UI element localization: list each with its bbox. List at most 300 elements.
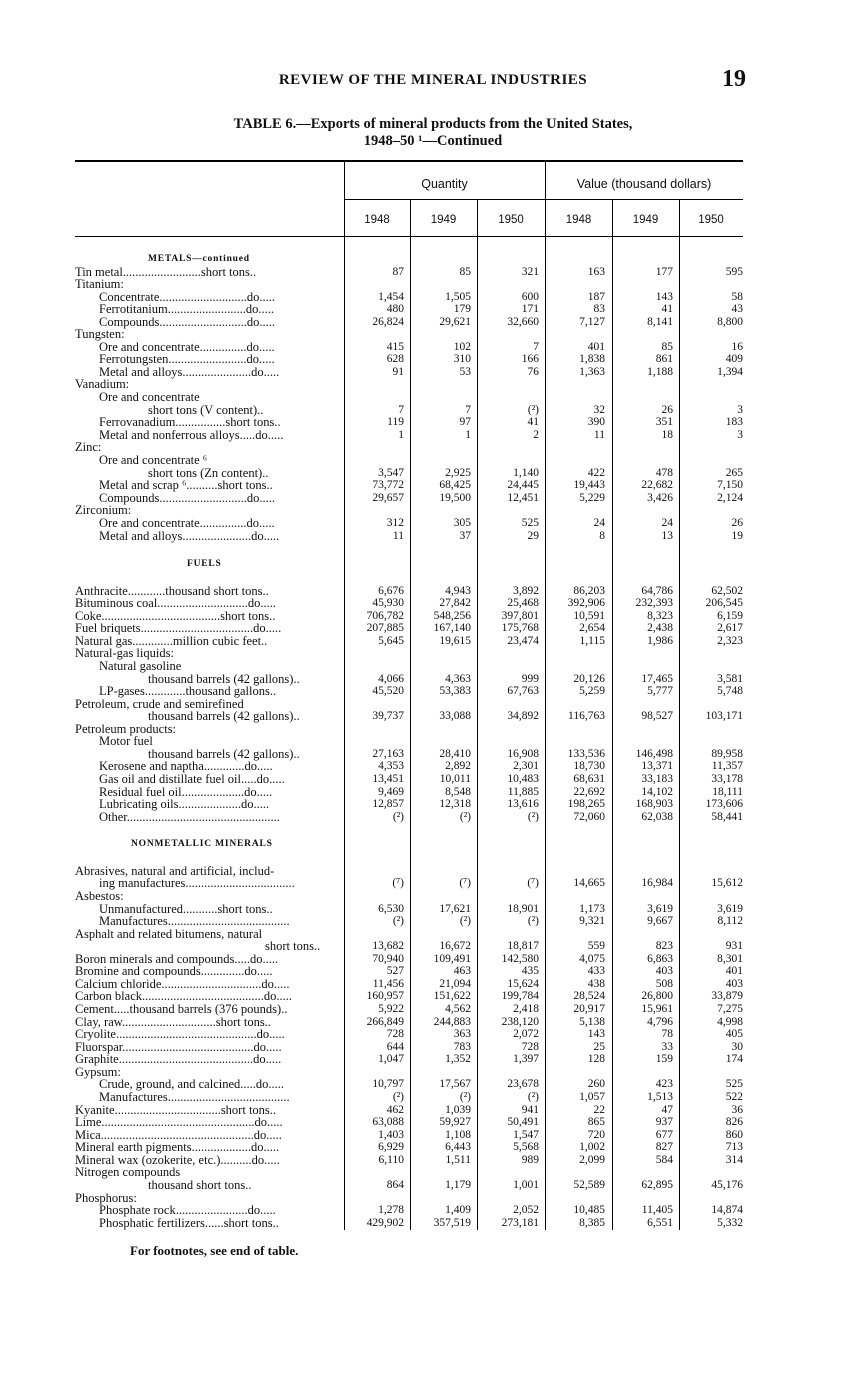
footnote-reference: For footnotes, see end of table. bbox=[130, 1243, 299, 1258]
cell-value: 559 bbox=[587, 940, 605, 952]
cell-value: 525 bbox=[521, 517, 539, 529]
cell-value: 2,301 bbox=[513, 760, 539, 772]
table-title-line1: TABLE 6.—Exports of mineral products from the United States, bbox=[233, 116, 633, 132]
cell-value: 1,115 bbox=[579, 635, 605, 647]
cell-value: 10,485 bbox=[573, 1204, 605, 1216]
row-label: Fuel briquets....................................do..... bbox=[75, 621, 282, 635]
row-label: Compounds............................do..... bbox=[99, 491, 276, 505]
year-header-v1948: 1948 bbox=[565, 214, 592, 226]
row-label: Concentrate............................do..... bbox=[99, 290, 276, 304]
cell-value: 26,824 bbox=[372, 316, 404, 328]
cell-value: 6,110 bbox=[378, 1154, 404, 1166]
cell-value: 14,102 bbox=[641, 786, 673, 798]
cell-value: 508 bbox=[655, 978, 673, 990]
cell-value: 133,536 bbox=[567, 748, 605, 760]
cell-value: 28,524 bbox=[573, 990, 605, 1002]
cell-value: (²) bbox=[392, 811, 404, 823]
cell-value: 68,631 bbox=[573, 773, 605, 785]
cell-value: 931 bbox=[725, 940, 743, 952]
row-label: thousand barrels (42 gallons).. bbox=[148, 747, 300, 761]
table-row bbox=[0, 1217, 866, 1230]
cell-value: 87 bbox=[392, 266, 404, 278]
cell-value: 548,256 bbox=[433, 610, 471, 622]
row-label: Coke......................................short tons.. bbox=[75, 609, 276, 623]
cell-value: 1,140 bbox=[513, 467, 539, 479]
cell-value: 17,465 bbox=[641, 673, 673, 685]
cell-value: 98,527 bbox=[641, 710, 673, 722]
cell-value: 397,801 bbox=[501, 610, 539, 622]
row-label: short tons (Zn content).. bbox=[148, 466, 269, 480]
cell-value: 525 bbox=[725, 1078, 743, 1090]
row-label: Natural gas.............million cubic feet.. bbox=[75, 634, 268, 648]
cell-value: 109,491 bbox=[433, 953, 471, 965]
cell-value: 24 bbox=[661, 517, 673, 529]
row-label: ing manufactures................................... bbox=[99, 876, 295, 890]
cell-value: (²) bbox=[459, 811, 471, 823]
cell-value: 1,039 bbox=[445, 1104, 471, 1116]
row-label: Tin metal.........................short tons.. bbox=[75, 265, 257, 279]
cell-value: 160,957 bbox=[366, 990, 404, 1002]
cell-value: 1,513 bbox=[647, 1091, 673, 1103]
cell-value: 3 bbox=[737, 429, 743, 441]
row-label: Phosphorus: bbox=[75, 1191, 137, 1205]
cell-value: 8 bbox=[599, 530, 605, 542]
row-label: Kyanite..................................short tons.. bbox=[75, 1103, 277, 1117]
section-heading: FUELS bbox=[187, 559, 222, 569]
cell-value: 43 bbox=[731, 303, 743, 315]
cell-value: 8,385 bbox=[579, 1217, 605, 1229]
cell-value: 363 bbox=[453, 1028, 471, 1040]
cell-value: 33,183 bbox=[641, 773, 673, 785]
cell-value: 4,075 bbox=[579, 953, 605, 965]
cell-value: 19,443 bbox=[573, 479, 605, 491]
cell-value: 401 bbox=[725, 965, 743, 977]
cell-value: 36 bbox=[731, 1104, 743, 1116]
cell-value: 32,660 bbox=[507, 316, 539, 328]
cell-value: 999 bbox=[521, 673, 539, 685]
cell-value: 422 bbox=[587, 467, 605, 479]
table-row bbox=[0, 877, 866, 890]
cell-value: 5,138 bbox=[579, 1016, 605, 1028]
cell-value: 207,885 bbox=[366, 622, 404, 634]
cell-value: 1 bbox=[398, 429, 404, 441]
row-label: Carbon black.......................................do..... bbox=[75, 989, 292, 1003]
cell-value: 26 bbox=[661, 404, 673, 416]
row-label: Clay, raw..............................short tons.. bbox=[75, 1015, 271, 1029]
cell-value: 23,474 bbox=[507, 635, 539, 647]
cell-value: 28,410 bbox=[439, 748, 471, 760]
cell-value: 76 bbox=[527, 366, 539, 378]
cell-value: 9,469 bbox=[378, 786, 404, 798]
cell-value: 16,908 bbox=[507, 748, 539, 760]
cell-value: 2,072 bbox=[513, 1028, 539, 1040]
cell-value: 14,874 bbox=[711, 1204, 743, 1216]
year-header-v1949: 1949 bbox=[632, 214, 659, 226]
cell-value: 62,502 bbox=[711, 585, 743, 597]
cell-value: 5,645 bbox=[378, 635, 404, 647]
cell-value: 11 bbox=[392, 530, 404, 542]
cell-value: 18,111 bbox=[712, 786, 743, 798]
cell-value: 2,418 bbox=[513, 1003, 539, 1015]
row-label: Ferrotitanium.........................do..... bbox=[99, 302, 274, 316]
cell-value: 102 bbox=[453, 341, 471, 353]
cell-value: 20,917 bbox=[573, 1003, 605, 1015]
row-label: Anthracite............thousand short tons.. bbox=[75, 584, 269, 598]
cell-value: 3 bbox=[737, 404, 743, 416]
cell-value: 1,409 bbox=[445, 1204, 471, 1216]
cell-value: 174 bbox=[725, 1053, 743, 1065]
cell-value: 321 bbox=[521, 266, 539, 278]
cell-value: 146,498 bbox=[635, 748, 673, 760]
cell-value: 198,265 bbox=[567, 798, 605, 810]
cell-value: 8,112 bbox=[717, 915, 743, 927]
row-label: Lubricating oils....................do..... bbox=[99, 797, 270, 811]
row-label: Metal and alloys......................do..... bbox=[99, 529, 280, 543]
cell-value: 273,181 bbox=[501, 1217, 539, 1229]
section-heading: METALS—continued bbox=[148, 254, 250, 264]
cell-value: 1,188 bbox=[647, 366, 673, 378]
cell-value: 13,682 bbox=[372, 940, 404, 952]
cell-value: 3,892 bbox=[513, 585, 539, 597]
cell-value: 34,892 bbox=[507, 710, 539, 722]
cell-value: 480 bbox=[386, 303, 404, 315]
cell-value: 12,318 bbox=[439, 798, 471, 810]
row-label: Petroleum, crude and semirefined bbox=[75, 697, 244, 711]
cell-value: (²) bbox=[459, 1091, 471, 1103]
cell-value: 58 bbox=[731, 291, 743, 303]
cell-value: 206,545 bbox=[705, 597, 743, 609]
row-label: Motor fuel bbox=[99, 734, 153, 748]
cell-value: 119 bbox=[387, 416, 404, 428]
row-label: Ore and concentrate...............do..... bbox=[99, 340, 275, 354]
cell-value: 4,363 bbox=[445, 673, 471, 685]
cell-value: 68,425 bbox=[439, 479, 471, 491]
cell-value: 10,591 bbox=[573, 610, 605, 622]
cell-value: 15,624 bbox=[507, 978, 539, 990]
cell-value: 5,922 bbox=[378, 1003, 404, 1015]
cell-value: 260 bbox=[587, 1078, 605, 1090]
cell-value: 4,998 bbox=[717, 1016, 743, 1028]
cell-value: (²) bbox=[527, 811, 539, 823]
cell-value: 720 bbox=[587, 1129, 605, 1141]
row-label: Asbestos: bbox=[75, 889, 124, 903]
cell-value: 827 bbox=[655, 1141, 673, 1153]
cell-value: 13,451 bbox=[372, 773, 404, 785]
cell-value: 823 bbox=[655, 940, 673, 952]
cell-value: 22,682 bbox=[641, 479, 673, 491]
cell-value: 677 bbox=[655, 1129, 673, 1141]
cell-value: 305 bbox=[453, 517, 471, 529]
cell-value: 2,438 bbox=[647, 622, 673, 634]
cell-value: (²) bbox=[527, 404, 539, 416]
cell-value: 392,906 bbox=[567, 597, 605, 609]
cell-value: 16,672 bbox=[439, 940, 471, 952]
cell-value: 29,621 bbox=[439, 316, 471, 328]
cell-value: 17,621 bbox=[439, 903, 471, 915]
cell-value: 6,676 bbox=[378, 585, 404, 597]
cell-value: 2,654 bbox=[579, 622, 605, 634]
cell-value: 59,927 bbox=[439, 1116, 471, 1128]
row-label: thousand barrels (42 gallons).. bbox=[148, 672, 300, 686]
row-label: Bituminous coal.............................do..... bbox=[75, 596, 277, 610]
cell-value: 37 bbox=[459, 530, 471, 542]
cell-value: 67,763 bbox=[507, 685, 539, 697]
cell-value: 860 bbox=[725, 1129, 743, 1141]
cell-value: 937 bbox=[655, 1116, 673, 1128]
cell-value: 266,849 bbox=[366, 1016, 404, 1028]
cell-value: 989 bbox=[521, 1154, 539, 1166]
cell-value: 312 bbox=[386, 517, 404, 529]
row-label: Natural gasoline bbox=[99, 659, 182, 673]
cell-value: 2,052 bbox=[513, 1204, 539, 1216]
cell-value: 15,612 bbox=[711, 877, 743, 889]
cell-value: 18,817 bbox=[507, 940, 539, 952]
row-label: Cement.....thousand barrels (376 pounds).. bbox=[75, 1002, 288, 1016]
cell-value: 7,127 bbox=[579, 316, 605, 328]
cell-value: 143 bbox=[655, 291, 673, 303]
cell-value: 171 bbox=[521, 303, 539, 315]
cell-value: 50,491 bbox=[507, 1116, 539, 1128]
cell-value: 62,895 bbox=[641, 1179, 673, 1191]
cell-value: (⁷) bbox=[527, 877, 539, 889]
table-row bbox=[0, 1166, 866, 1179]
cell-value: 16 bbox=[731, 341, 743, 353]
cell-value: 595 bbox=[725, 266, 743, 278]
row-label: LP-gases.............thousand gallons.. bbox=[99, 684, 277, 698]
cell-value: 13,616 bbox=[507, 798, 539, 810]
table-row bbox=[0, 660, 866, 673]
row-label: Mica.................................................do..... bbox=[75, 1128, 282, 1142]
row-label: Vanadium: bbox=[75, 377, 130, 391]
row-label: Mineral earth pigments...................do..... bbox=[75, 1140, 280, 1154]
cell-value: 4,066 bbox=[378, 673, 404, 685]
cell-value: 25 bbox=[593, 1041, 605, 1053]
cell-value: 1,352 bbox=[445, 1053, 471, 1065]
cell-value: 52,589 bbox=[573, 1179, 605, 1191]
cell-value: 26,800 bbox=[641, 990, 673, 1002]
cell-value: 24,445 bbox=[507, 479, 539, 491]
cell-value: (⁷) bbox=[392, 877, 404, 889]
cell-value: 8,323 bbox=[647, 610, 673, 622]
row-label: Manufactures....................................... bbox=[99, 914, 290, 928]
cell-value: 83 bbox=[593, 303, 605, 315]
row-label: Compounds............................do..... bbox=[99, 315, 276, 329]
cell-value: 600 bbox=[521, 291, 539, 303]
row-label: Phosphatic fertilizers......short tons.. bbox=[99, 1216, 279, 1230]
cell-value: 27,163 bbox=[372, 748, 404, 760]
cell-value: 15,961 bbox=[641, 1003, 673, 1015]
cell-value: 29 bbox=[527, 530, 539, 542]
cell-value: 103,171 bbox=[705, 710, 743, 722]
row-label: Mineral wax (ozokerite, etc.)..........do..... bbox=[75, 1153, 280, 1167]
cell-value: 5,259 bbox=[579, 685, 605, 697]
row-label: Natural-gas liquids: bbox=[75, 646, 174, 660]
cell-value: 45,520 bbox=[372, 685, 404, 697]
cell-value: 11,405 bbox=[641, 1204, 673, 1216]
cell-value: (²) bbox=[392, 1091, 404, 1103]
row-label: thousand short tons.. bbox=[148, 1178, 252, 1192]
cell-value: 429,902 bbox=[366, 1217, 404, 1229]
row-label: short tons (V content).. bbox=[148, 403, 264, 417]
cell-value: 33,088 bbox=[439, 710, 471, 722]
row-label: Kerosene and naptha.............do..... bbox=[99, 759, 273, 773]
row-label: Lime.................................................do..... bbox=[75, 1115, 283, 1129]
cell-value: 3,619 bbox=[647, 903, 673, 915]
cell-value: 19,500 bbox=[439, 492, 471, 504]
page-number: 19 bbox=[722, 66, 746, 92]
cell-value: 644 bbox=[386, 1041, 404, 1053]
cell-value: 21,094 bbox=[439, 978, 471, 990]
cell-value: 23,678 bbox=[507, 1078, 539, 1090]
cell-value: 244,883 bbox=[433, 1016, 471, 1028]
table-row bbox=[0, 454, 866, 467]
running-title: REVIEW OF THE MINERAL INDUSTRIES bbox=[278, 72, 588, 88]
section-heading-row bbox=[0, 558, 866, 571]
cell-value: 78 bbox=[661, 1028, 673, 1040]
cell-value: 1,505 bbox=[445, 291, 471, 303]
cell-value: 6,159 bbox=[717, 610, 743, 622]
cell-value: 8,800 bbox=[717, 316, 743, 328]
cell-value: 1,047 bbox=[378, 1053, 404, 1065]
row-label: Abrasives, natural and artificial, includ- bbox=[75, 864, 275, 878]
cell-value: 45,176 bbox=[711, 1179, 743, 1191]
cell-value: 706,782 bbox=[366, 610, 404, 622]
cell-value: 409 bbox=[725, 353, 743, 365]
cell-value: 1,057 bbox=[579, 1091, 605, 1103]
cell-value: 463 bbox=[453, 965, 471, 977]
row-label: Gas oil and distillate fuel oil.....do..... bbox=[99, 772, 285, 786]
cell-value: 10,483 bbox=[507, 773, 539, 785]
row-label: Metal and alloys......................do..... bbox=[99, 365, 280, 379]
row-label: Ferrotungsten.........................do..... bbox=[99, 352, 275, 366]
cell-value: 351 bbox=[655, 416, 673, 428]
cell-value: 53 bbox=[459, 366, 471, 378]
cell-value: 232,393 bbox=[635, 597, 673, 609]
cell-value: 41 bbox=[527, 416, 539, 428]
cell-value: 128 bbox=[587, 1053, 605, 1065]
cell-value: 12,857 bbox=[372, 798, 404, 810]
cell-value: 4,796 bbox=[647, 1016, 673, 1028]
cell-value: 2,323 bbox=[717, 635, 743, 647]
cell-value: 27,842 bbox=[439, 597, 471, 609]
row-label: Tungsten: bbox=[75, 327, 125, 341]
year-header-q1949: 1949 bbox=[430, 214, 457, 226]
cell-value: 628 bbox=[386, 353, 404, 365]
cell-value: 47 bbox=[661, 1104, 673, 1116]
cell-value: 1,173 bbox=[579, 903, 605, 915]
cell-value: 33,879 bbox=[711, 990, 743, 1002]
cell-value: 7,275 bbox=[717, 1003, 743, 1015]
row-label: Cryolite.............................................do..... bbox=[75, 1027, 285, 1041]
cell-value: 199,784 bbox=[501, 990, 539, 1002]
cell-value: 1,454 bbox=[378, 291, 404, 303]
cell-value: 5,748 bbox=[717, 685, 743, 697]
cell-value: 17,567 bbox=[439, 1078, 471, 1090]
table-row bbox=[0, 811, 866, 824]
cell-value: 3,581 bbox=[717, 673, 743, 685]
cell-value: 8,548 bbox=[445, 786, 471, 798]
quantity-header: Quantity bbox=[421, 177, 468, 191]
cell-value: 6,530 bbox=[378, 903, 404, 915]
cell-value: 32 bbox=[593, 404, 605, 416]
cell-value: 1,397 bbox=[513, 1053, 539, 1065]
cell-value: 97 bbox=[459, 416, 471, 428]
cell-value: 6,929 bbox=[378, 1141, 404, 1153]
cell-value: 41 bbox=[661, 303, 673, 315]
cell-value: 11,456 bbox=[372, 978, 404, 990]
section-heading: NONMETALLIC MINERALS bbox=[131, 839, 273, 849]
cell-value: 22,692 bbox=[573, 786, 605, 798]
cell-value: 527 bbox=[386, 965, 404, 977]
cell-value: 2 bbox=[533, 429, 539, 441]
cell-value: 22 bbox=[593, 1104, 605, 1116]
table-row bbox=[0, 530, 866, 543]
cell-value: 86,203 bbox=[573, 585, 605, 597]
cell-value: 478 bbox=[655, 467, 673, 479]
row-label: Gypsum: bbox=[75, 1065, 121, 1079]
cell-value: 39,737 bbox=[372, 710, 404, 722]
row-label: Phosphate rock.......................do..... bbox=[99, 1203, 276, 1217]
row-label: Ferrovanadium................short tons.. bbox=[99, 415, 281, 429]
cell-value: 13,371 bbox=[641, 760, 673, 772]
row-label: Metal and nonferrous alloys.....do..... bbox=[99, 428, 284, 442]
row-label: thousand barrels (42 gallons).. bbox=[148, 709, 300, 723]
row-label: Graphite...........................................do..... bbox=[75, 1052, 282, 1066]
row-label: Manufactures....................................... bbox=[99, 1090, 290, 1104]
cell-value: 33 bbox=[661, 1041, 673, 1053]
cell-value: 168,903 bbox=[635, 798, 673, 810]
cell-value: 4,562 bbox=[445, 1003, 471, 1015]
cell-value: (²) bbox=[527, 1091, 539, 1103]
cell-value: 12,451 bbox=[507, 492, 539, 504]
row-label: Zinc: bbox=[75, 440, 102, 454]
cell-value: 5,229 bbox=[579, 492, 605, 504]
cell-value: 30 bbox=[731, 1041, 743, 1053]
cell-value: 310 bbox=[453, 353, 471, 365]
cell-value: 187 bbox=[587, 291, 605, 303]
cell-value: 26 bbox=[731, 517, 743, 529]
cell-value: 522 bbox=[725, 1091, 743, 1103]
cell-value: 2,925 bbox=[445, 467, 471, 479]
year-header-v1950: 1950 bbox=[698, 214, 724, 226]
table-row bbox=[0, 735, 866, 748]
cell-value: 3,426 bbox=[647, 492, 673, 504]
cell-value: 423 bbox=[655, 1078, 673, 1090]
cell-value: 33,178 bbox=[711, 773, 743, 785]
table-title-line2: 1948–50 ¹—Continued bbox=[363, 133, 503, 149]
cell-value: 314 bbox=[725, 1154, 743, 1166]
cell-value: 24 bbox=[593, 517, 605, 529]
cell-value: 16,984 bbox=[641, 877, 673, 889]
cell-value: 1,394 bbox=[717, 366, 743, 378]
cell-value: 14,665 bbox=[573, 877, 605, 889]
cell-value: 1,986 bbox=[647, 635, 673, 647]
cell-value: 7 bbox=[465, 404, 471, 416]
cell-value: 58,441 bbox=[711, 811, 743, 823]
cell-value: 433 bbox=[587, 965, 605, 977]
cell-value: 5,777 bbox=[647, 685, 673, 697]
cell-value: 1 bbox=[465, 429, 471, 441]
cell-value: 1,179 bbox=[445, 1179, 471, 1191]
cell-value: 5,332 bbox=[717, 1217, 743, 1229]
row-label: Residual fuel oil....................do..... bbox=[99, 785, 273, 799]
cell-value: 713 bbox=[725, 1141, 743, 1153]
cell-value: 3,547 bbox=[378, 467, 404, 479]
cell-value: 7 bbox=[533, 341, 539, 353]
cell-value: 159 bbox=[655, 1053, 673, 1065]
cell-value: 143 bbox=[587, 1028, 605, 1040]
cell-value: 179 bbox=[453, 303, 471, 315]
